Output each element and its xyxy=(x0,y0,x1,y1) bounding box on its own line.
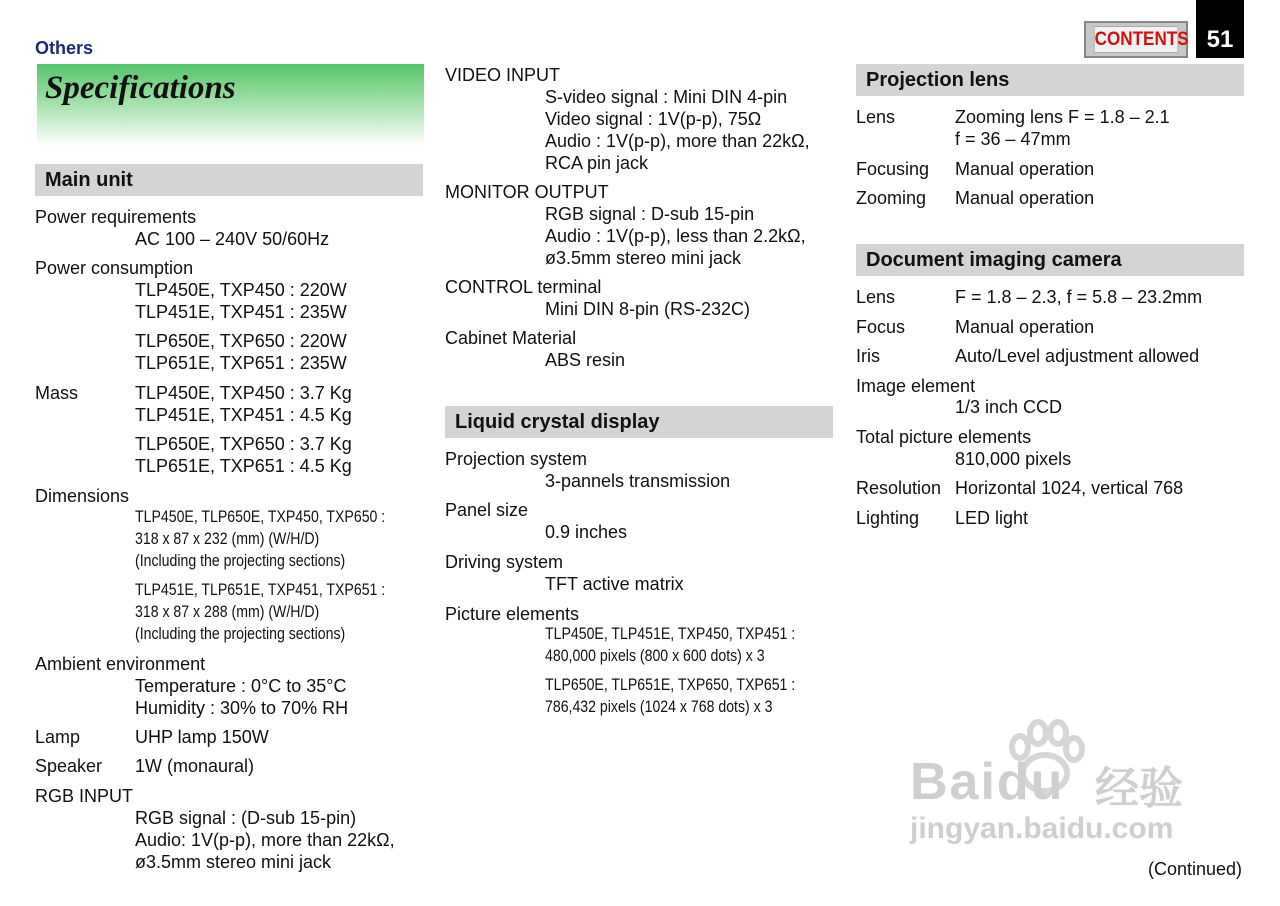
image-element-value: 1/3 inch CCD xyxy=(955,397,1063,417)
lens-label: Lens xyxy=(856,107,896,127)
panel-size-label: Panel size xyxy=(445,500,529,520)
continued-note: (Continued) xyxy=(1148,859,1243,879)
zooming-label: Zooming xyxy=(856,188,927,208)
list-item: TLP450E, TLP451E, TXP450, TXP451 : xyxy=(545,624,796,643)
mass-label: Mass xyxy=(35,383,79,403)
list-item: 318 x 87 x 288 (mm) (W/H/D) xyxy=(135,602,320,621)
dimensions-label: Dimensions xyxy=(35,486,130,506)
focus-value: Manual operation xyxy=(955,317,1095,337)
list-item: S-video signal : Mini DIN 4-pin xyxy=(545,87,788,107)
list-item: Audio : 1V(p-p), less than 2.2kΩ, xyxy=(545,226,806,246)
ambient-label: Ambient environment xyxy=(35,654,206,674)
list-item: Temperature : 0°C to 35°C xyxy=(135,676,347,696)
speaker-value: 1W (monaural) xyxy=(135,756,255,776)
list-item: RCA pin jack xyxy=(545,153,649,173)
list-item: TLP650E, TXP650 : 3.7 Kg xyxy=(135,434,352,454)
lighting-label: Lighting xyxy=(856,508,920,528)
watermark-brand-cn: 经验 xyxy=(1095,764,1183,813)
list-item: TLP450E, TXP450 : 3.7 Kg xyxy=(135,383,352,403)
list-item: (Including the projecting sections) xyxy=(135,624,346,643)
driving-system-label: Driving system xyxy=(445,552,564,572)
list-item: f = 36 – 47mm xyxy=(955,129,1071,149)
cabinet-value: ABS resin xyxy=(545,350,626,370)
list-item: Audio: 1V(p-p), more than 22kΩ, xyxy=(135,830,395,850)
focusing-label: Focusing xyxy=(856,159,930,179)
camera-heading: Document imaging camera xyxy=(856,244,1244,276)
list-item: TLP450E, TLP650E, TXP450, TXP650 : xyxy=(135,507,386,526)
projection-system-value: 3-pannels transmission xyxy=(545,471,731,491)
control-terminal-label: CONTROL terminal xyxy=(445,277,602,297)
driving-system-value: TFT active matrix xyxy=(545,574,684,594)
list-item: 786,432 pixels (1024 x 768 dots) x 3 xyxy=(545,697,773,716)
list-item: RGB signal : D-sub 15-pin xyxy=(545,204,755,224)
projection-lens-heading: Projection lens xyxy=(856,64,1244,96)
control-terminal-value: Mini DIN 8-pin (RS-232C) xyxy=(545,299,751,319)
lamp-value: UHP lamp 150W xyxy=(135,727,269,747)
zooming-value: Manual operation xyxy=(955,188,1095,208)
list-item: TLP451E, TXP451 : 4.5 Kg xyxy=(135,405,352,425)
total-picture-label: Total picture elements xyxy=(856,427,1032,447)
list-item: TLP451E, TLP651E, TXP451, TXP651 : xyxy=(135,580,386,599)
iris-label: Iris xyxy=(856,346,880,366)
list-item: TLP450E, TXP450 : 220W xyxy=(135,280,347,300)
list-item: TLP651E, TXP651 : 235W xyxy=(135,353,347,373)
list-item: RGB signal : (D-sub 15-pin) xyxy=(135,808,357,828)
focus-label: Focus xyxy=(856,317,906,337)
lighting-value: LED light xyxy=(955,508,1029,528)
contents-button-label: CONTENTS xyxy=(1094,26,1179,53)
resolution-label: Resolution xyxy=(856,478,942,498)
list-item: Audio : 1V(p-p), more than 22kΩ, xyxy=(545,131,810,151)
cabinet-label: Cabinet Material xyxy=(445,328,577,348)
page-title: Specifications xyxy=(45,70,236,106)
projection-system-label: Projection system xyxy=(445,449,588,469)
iris-value: Auto/Level adjustment allowed xyxy=(955,346,1200,366)
rgb-label: RGB INPUT xyxy=(35,786,134,806)
page-number: 51 xyxy=(1196,0,1244,58)
watermark-url: jingyan.baidu.com xyxy=(910,812,1174,845)
camera-lens-value: F = 1.8 – 2.3, f = 5.8 – 23.2mm xyxy=(955,287,1203,307)
list-item: Zooming lens F = 1.8 – 2.1 xyxy=(955,107,1170,127)
list-item: 480,000 pixels (800 x 600 dots) x 3 xyxy=(545,646,765,665)
picture-elements-label: Picture elements xyxy=(445,604,580,624)
monitor-output-label: MONITOR OUTPUT xyxy=(445,182,609,202)
list-item: Video signal : 1V(p-p), 75Ω xyxy=(545,109,762,129)
image-element-label: Image element xyxy=(856,376,976,396)
section-label: Others xyxy=(35,38,94,58)
list-item: TLP651E, TXP651 : 4.5 Kg xyxy=(135,456,352,476)
power-cons-label: Power consumption xyxy=(35,258,194,278)
resolution-value: Horizontal 1024, vertical 768 xyxy=(955,478,1184,498)
video-input-label: VIDEO INPUT xyxy=(445,65,561,85)
focusing-value: Manual operation xyxy=(955,159,1095,179)
speaker-label: Speaker xyxy=(35,756,103,776)
list-item: TLP451E, TXP451 : 235W xyxy=(135,302,347,322)
lamp-label: Lamp xyxy=(35,727,81,747)
lcd-heading: Liquid crystal display xyxy=(445,406,833,438)
list-item: Humidity : 30% to 70% RH xyxy=(135,698,349,718)
list-item: TLP650E, TXP650 : 220W xyxy=(135,331,347,351)
contents-button[interactable] xyxy=(1084,21,1188,58)
panel-size-value: 0.9 inches xyxy=(545,522,628,542)
main-unit-heading: Main unit xyxy=(35,164,423,196)
list-item: ø3.5mm stereo mini jack xyxy=(135,852,332,872)
total-picture-value: 810,000 pixels xyxy=(955,449,1072,469)
camera-lens-label: Lens xyxy=(856,287,896,307)
list-item: (Including the projecting sections) xyxy=(135,551,346,570)
power-req-label: Power requirements xyxy=(35,207,197,227)
power-req-value: AC 100 – 240V 50/60Hz xyxy=(135,229,330,249)
list-item: 318 x 87 x 232 (mm) (W/H/D) xyxy=(135,529,320,548)
watermark-brand: Baidu xyxy=(910,753,1065,811)
list-item: TLP650E, TLP651E, TXP650, TXP651 : xyxy=(545,675,796,694)
list-item: ø3.5mm stereo mini jack xyxy=(545,248,742,268)
